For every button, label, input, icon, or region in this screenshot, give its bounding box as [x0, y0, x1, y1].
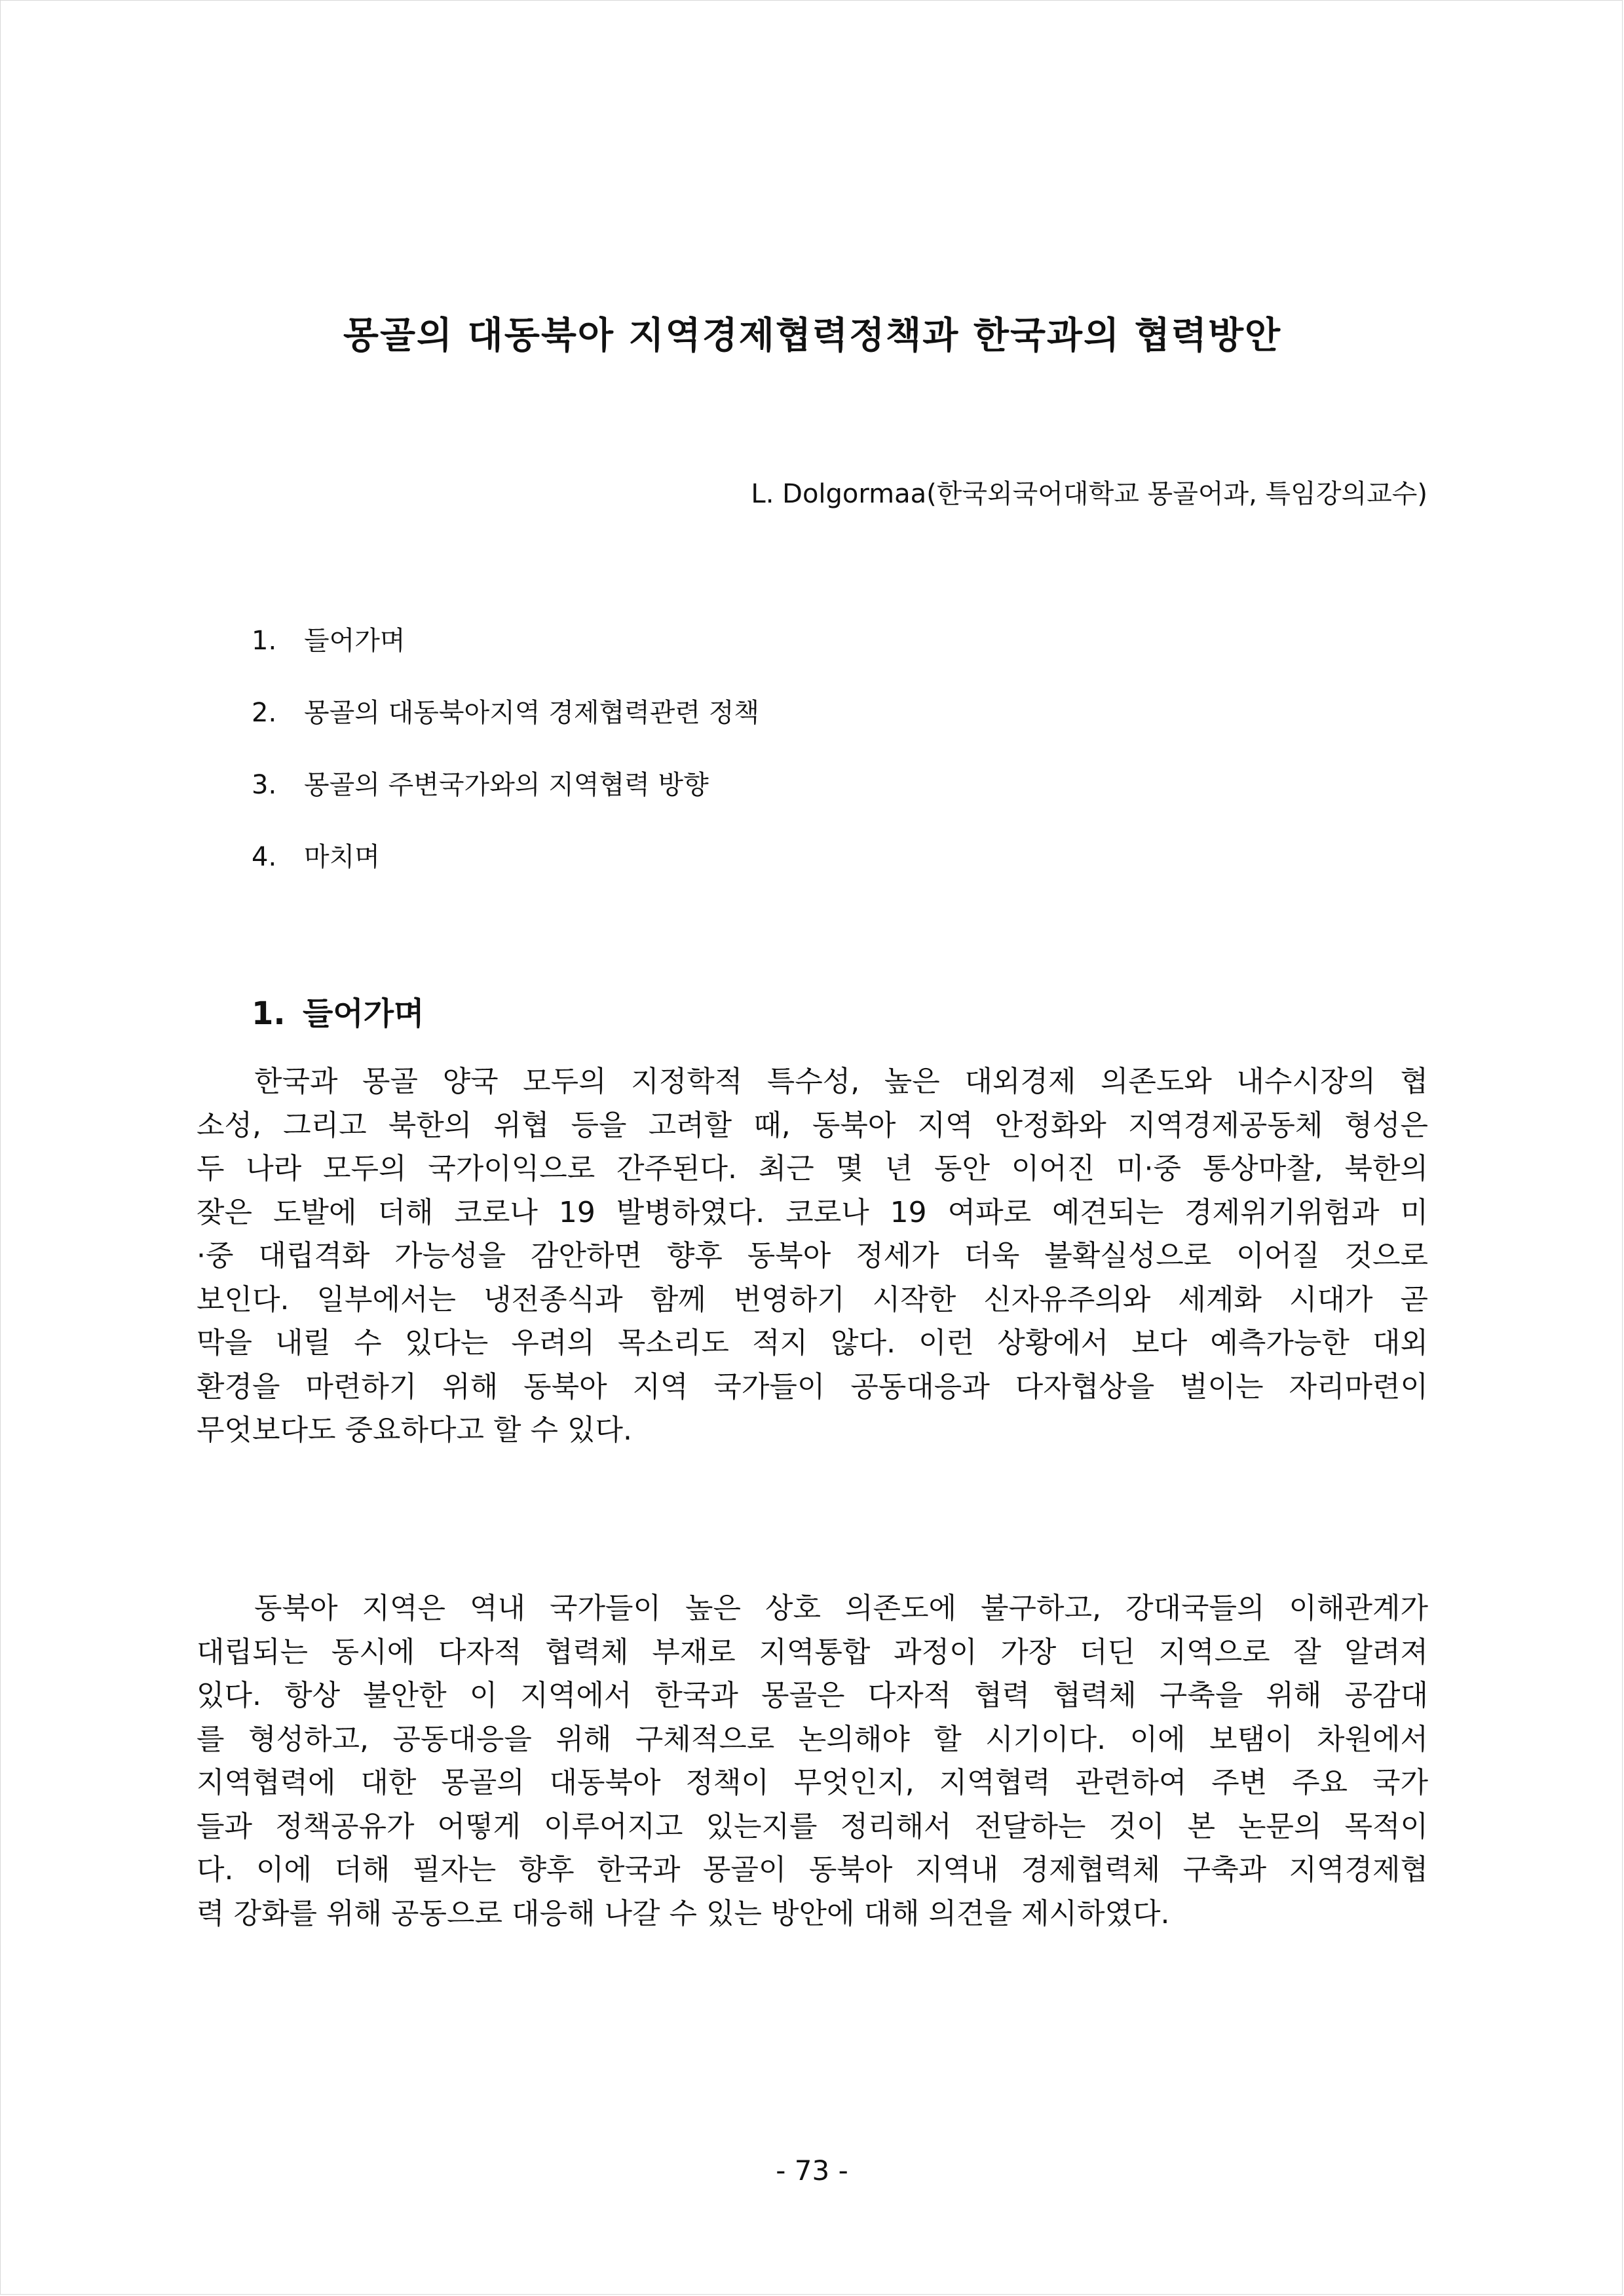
- toc-item-label: 몽골의 주변국가와의 지역협력 방향: [304, 770, 709, 800]
- text-line: 잦은 도발에 더해 코로나 19 발병하였다. 코로나 19 여파로 예견되는 경제위기위험과 미: [197, 1195, 1428, 1229]
- toc-item-number: 1.: [252, 626, 277, 656]
- text-line: 대립되는 동시에 다자적 협력체 부재로 지역통합 과정이 가장 더딘 지역으로 잘 알려져: [197, 1635, 1428, 1669]
- text-line: 보인다. 일부에서는 냉전종식과 함께 번영하기 시작한 신자유주의와 세계화 시대가 곧: [197, 1282, 1428, 1316]
- toc-item-number: 2.: [252, 698, 277, 728]
- table-of-contents: [252, 621, 759, 909]
- text-line: 소성, 그리고 북한의 위협 등을 고려할 때, 동북아 지역 안정화와 지역경제공동체 형성은: [197, 1108, 1428, 1142]
- text-line: 력 강화를 위해 공동으로 대응해 나갈 수 있는 방안에 대해 의견을 제시하였다.: [197, 1896, 1170, 1930]
- section-number: 1.: [252, 995, 286, 1032]
- author-line: L. Dolgormaa(한국외국어대학교 몽골어과, 특임강의교수): [751, 479, 1427, 509]
- document-title: 몽골의 대동북아 지역경제협력정책과 한국과의 협력방안: [343, 315, 1282, 357]
- text-line: 두 나라 모두의 국가이익으로 간주된다. 최근 몇 년 동안 이어진 미·중 통상마찰, 북한의: [197, 1152, 1428, 1185]
- toc-item-label: 들어가며: [304, 626, 406, 656]
- text-line: 환경을 마련하기 위해 동북아 지역 국가들이 공동대응과 다자협상을 벌이는 자리마련이: [197, 1369, 1428, 1404]
- text-line: 동북아 지역은 역내 국가들이 높은 상호 의존도에 불구하고, 강대국들의 이해관계가: [254, 1592, 1428, 1625]
- toc-item-1: [252, 621, 759, 693]
- toc-item-number: 3.: [252, 770, 277, 800]
- text-line: 를 형성하고, 공동대응을 위해 구체적으로 논의해야 할 시기이다. 이에 보탬이 차원에서: [197, 1722, 1428, 1756]
- toc-item-3: [252, 765, 759, 837]
- text-line: 들과 정책공유가 어떻게 이루어지고 있는지를 정리해서 전달하는 것이 본 논문의 목적이: [197, 1809, 1428, 1843]
- section-heading: [252, 988, 424, 1033]
- text-line: ·중 대립격화 가능성을 감안하면 향후 동북아 정세가 더욱 불확실성으로 이어질 것으로: [197, 1239, 1428, 1272]
- toc-item-label: 마치며: [304, 842, 380, 872]
- toc-item-number: 4.: [252, 842, 277, 872]
- toc-item-label: 몽골의 대동북아지역 경제협력관련 정책: [304, 698, 760, 728]
- text-line: 무엇보다도 중요하다고 할 수 있다.: [197, 1413, 632, 1447]
- body-paragraph-2: [197, 1587, 1428, 1936]
- text-line: 지역협력에 대한 몽골의 대동북아 정책이 무엇인지, 지역협력 관련하여 주변 주요 국가: [197, 1766, 1428, 1799]
- section-title: 들어가며: [303, 995, 425, 1032]
- text-line: 한국과 몽골 양국 모두의 지정학적 특수성, 높은 대외경제 의존도와 내수시장의 협: [254, 1065, 1428, 1098]
- page-number: - 73 -: [776, 2154, 848, 2187]
- text-line: 다. 이에 더해 필자는 향후 한국과 몽골이 동북아 지역내 경제협력체 구축과 지역경제협: [197, 1853, 1428, 1886]
- text-line: 막을 내릴 수 있다는 우려의 목소리도 적지 않다. 이런 상황에서 보다 예측가능한 대외: [197, 1326, 1428, 1360]
- text-line: 있다. 항상 불안한 이 지역에서 한국과 몽골은 다자적 협력 협력체 구축을 위해 공감대: [197, 1679, 1428, 1712]
- body-paragraph-1: [197, 1060, 1428, 1453]
- toc-item-2: [252, 693, 759, 765]
- toc-item-4: [252, 837, 759, 909]
